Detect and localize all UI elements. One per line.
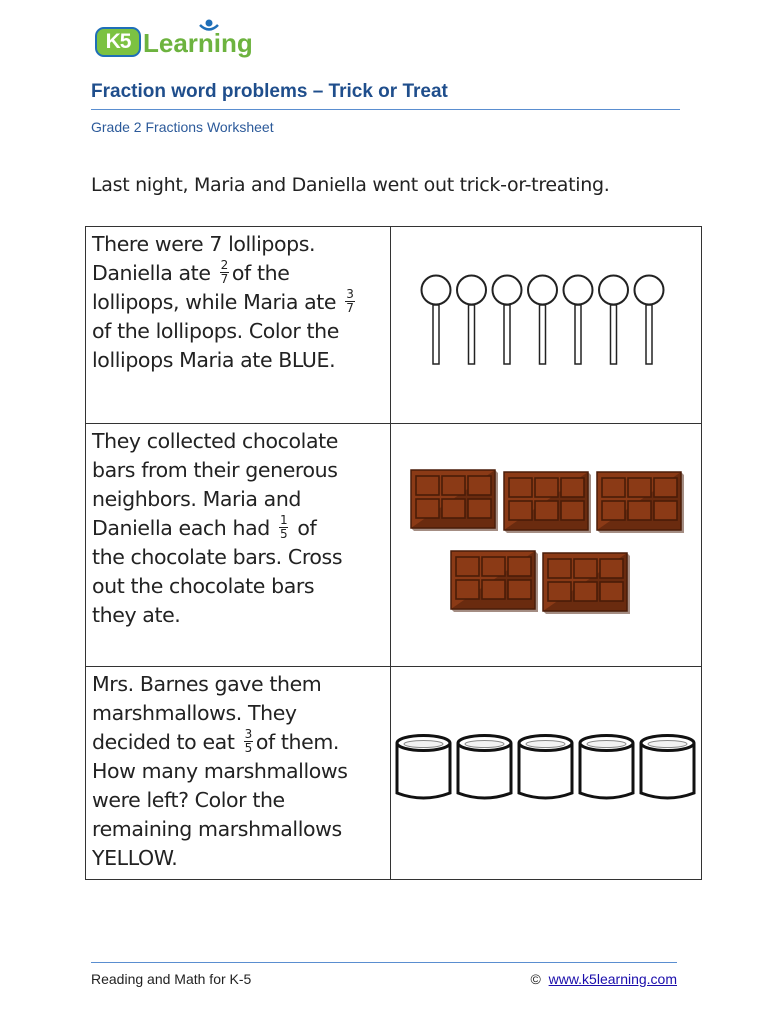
chocolate-bar-icon [597,472,684,533]
problem-line: decided to eat [92,730,235,754]
problem-line: How many marshmallows [92,759,348,783]
copyright-symbol: © [530,971,541,987]
problem-line: lollipops, while Maria ate [92,290,337,314]
problem-line: lollipops Maria ate BLUE. [92,348,336,372]
problem-row-marshmallows [86,667,702,880]
fraction [345,288,354,315]
problem-line: They collected chocolate [92,429,338,453]
problem-line: of the lollipops. Color the [92,319,339,343]
problem-line: out the chocolate bars [92,574,315,598]
page-subtitle: Grade 2 Fractions Worksheet [91,119,274,135]
problem-line: neighbors. Maria and [92,487,302,511]
fraction [244,728,253,755]
problem-line: remaining marshmallows [92,817,342,841]
problem-line: marshmallows. They [92,701,297,725]
lollipop-icon [635,276,664,365]
fraction [279,514,288,541]
lollipop-icon [493,276,522,365]
chocolate-bar-icon [411,470,498,531]
fraction-numerator: 1 [279,512,288,527]
problems-table [85,226,702,880]
lollipops-svg [391,227,699,419]
lollipops-picture [391,227,702,424]
lollipop-icon [564,276,593,365]
title-divider [91,109,680,110]
chocolate-bar-icon [451,551,538,612]
footer-copyright [531,971,678,987]
problem-text [86,227,391,424]
marshmallows-picture [391,667,702,880]
problem-line: Mrs. Barnes gave them [92,672,322,696]
marshmallow-icon [397,736,450,799]
problem-line: the chocolate bars. Cross [92,545,343,569]
problem-row-lollipops [86,227,702,424]
marshmallows-svg [391,667,699,875]
fraction-denominator: 5 [244,740,252,755]
problem-text [86,424,391,667]
problem-line: Daniella each had [92,516,270,540]
footer-tagline: Reading and Math for K-5 [91,971,252,987]
lollipop-icon [599,276,628,365]
logo-person-icon [197,18,221,40]
marshmallow-icon [580,736,633,799]
problem-line: of [297,516,317,540]
fraction-denominator: 7 [346,300,354,315]
footer-divider [91,962,677,963]
problem-line: bars from their generous [92,458,338,482]
problem-row-chocolate [86,424,702,667]
problem-line: were left? Color the [92,788,285,812]
fraction-denominator: 5 [279,526,288,541]
problem-text [86,667,391,880]
chocolate-bars-picture [391,424,702,667]
logo-badge: K5 [95,27,141,57]
lollipop-icon [528,276,557,365]
lollipop-icon [457,276,486,365]
chocolate-bar-icon [543,553,630,614]
k5-learning-logo [93,18,263,60]
fraction-numerator: 2 [220,257,228,272]
website-link[interactable]: www.k5learning.com [548,971,677,987]
lollipop-icon [422,276,451,365]
marshmallow-icon [458,736,511,799]
page-title: Fraction word problems – Trick or Treat [91,81,448,102]
chocolate-bars-svg [391,424,699,662]
problem-line: Daniella ate [92,261,211,285]
problem-line: of the [231,261,290,285]
marshmallow-icon [641,736,694,799]
fraction [220,259,229,286]
problem-line: There were 7 lollipops. [92,232,316,256]
problem-line: YELLOW. [92,846,178,870]
fraction-numerator: 3 [346,286,354,301]
marshmallow-icon [519,736,572,799]
logo-word: Learning [143,28,253,58]
fraction-denominator: 7 [220,271,228,286]
problem-line: of them. [255,730,340,754]
chocolate-bar-icon [504,472,591,533]
intro-text: Last night, Maria and Daniella went out trick-or-treating. [91,174,610,196]
problem-line: they ate. [92,603,181,627]
fraction-numerator: 3 [244,726,252,741]
